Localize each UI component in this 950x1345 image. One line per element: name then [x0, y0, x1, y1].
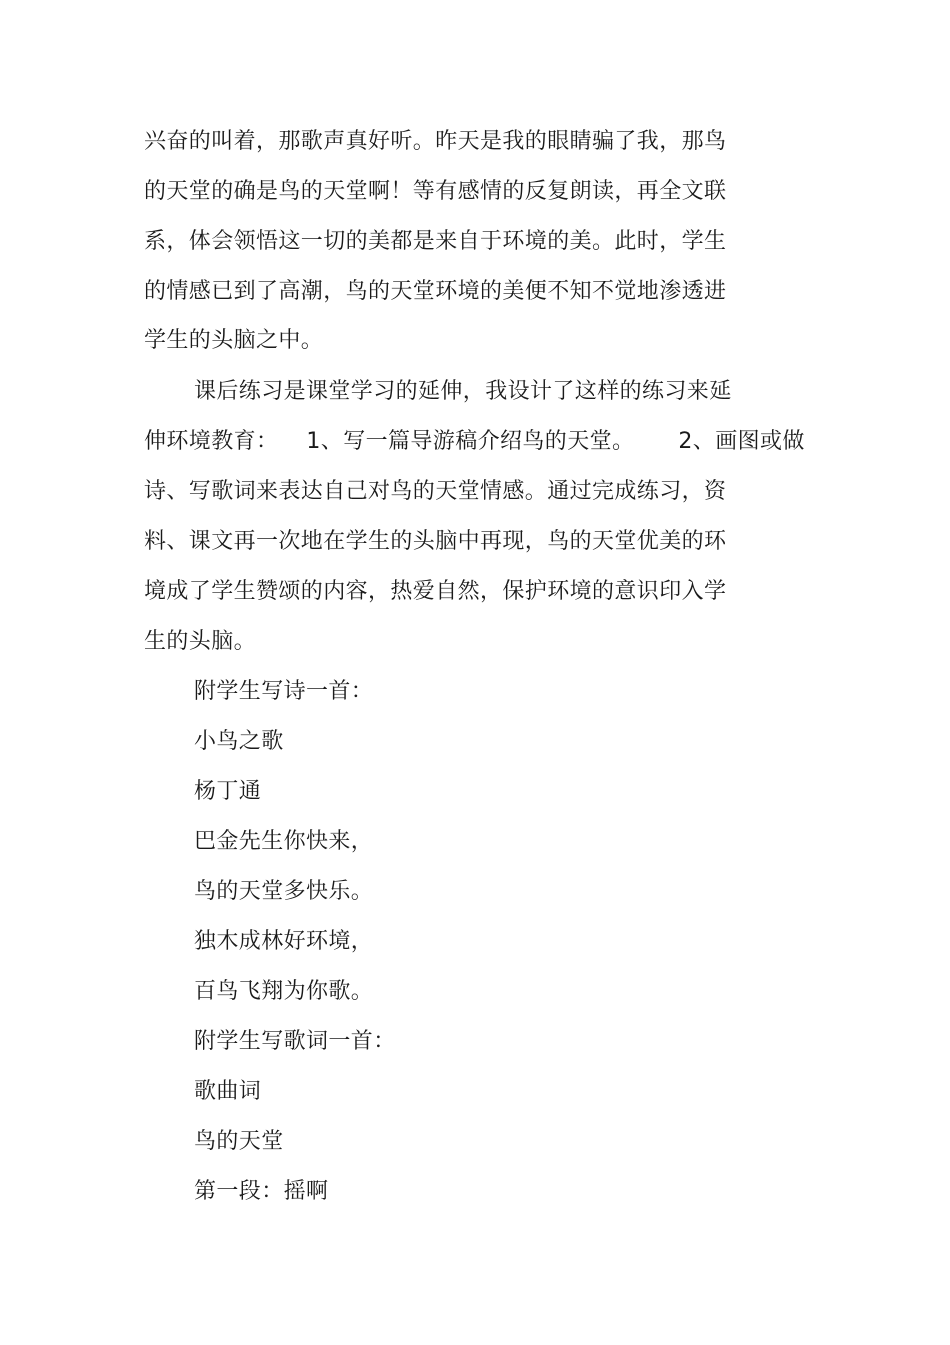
text-line: 诗、写歌词来表达自己对鸟的天堂情感。通过完成练习，资 [144, 479, 727, 504]
text-line: 的天堂的确是鸟的天堂啊！等有感情的反复朗读，再全文联 [144, 179, 727, 204]
poem-title: 小鸟之歌 [194, 729, 284, 754]
text-line: 系，体会领悟这一切的美都是来自于环境的美。此时，学生 [144, 229, 727, 254]
text-line: 生的头脑。 [144, 629, 257, 654]
text-segment: 伸环境教育： [144, 429, 279, 454]
poem-author: 杨丁通 [194, 779, 262, 804]
text-segment: 1、写一篇导游稿介绍鸟的天堂。 [306, 429, 635, 454]
poem-intro: 附学生写诗一首： [194, 679, 374, 704]
song-section-line: 第一段：摇啊 [194, 1179, 329, 1204]
poem-line: 独木成林好环境， [194, 929, 374, 954]
text-line: 的情感已到了高潮，鸟的天堂环境的美便不知不觉地渗透进 [144, 279, 727, 304]
poem-line: 鸟的天堂多快乐。 [194, 879, 374, 904]
text-line: 境成了学生赞颂的内容，热爱自然，保护环境的意识印入学 [144, 579, 727, 604]
poem-line: 巴金先生你快来， [194, 829, 374, 854]
text-line [144, 427, 805, 457]
song-intro: 附学生写歌词一首： [194, 1029, 396, 1054]
text-line: 课后练习是课堂学习的延伸，我设计了这样的练习来延 [194, 379, 732, 404]
text-line: 料、课文再一次地在学生的头脑中再现，鸟的天堂优美的环 [144, 529, 727, 554]
text-segment: 2、画图或做 [678, 429, 805, 454]
text-line: 学生的头脑之中。 [144, 328, 324, 353]
text-line: 兴奋的叫着，那歌声真好听。昨天是我的眼睛骗了我，那鸟 [144, 129, 727, 154]
poem-line: 百鸟飞翔为你歌。 [194, 979, 374, 1004]
song-title: 鸟的天堂 [194, 1129, 284, 1154]
song-label: 歌曲词 [194, 1079, 262, 1104]
